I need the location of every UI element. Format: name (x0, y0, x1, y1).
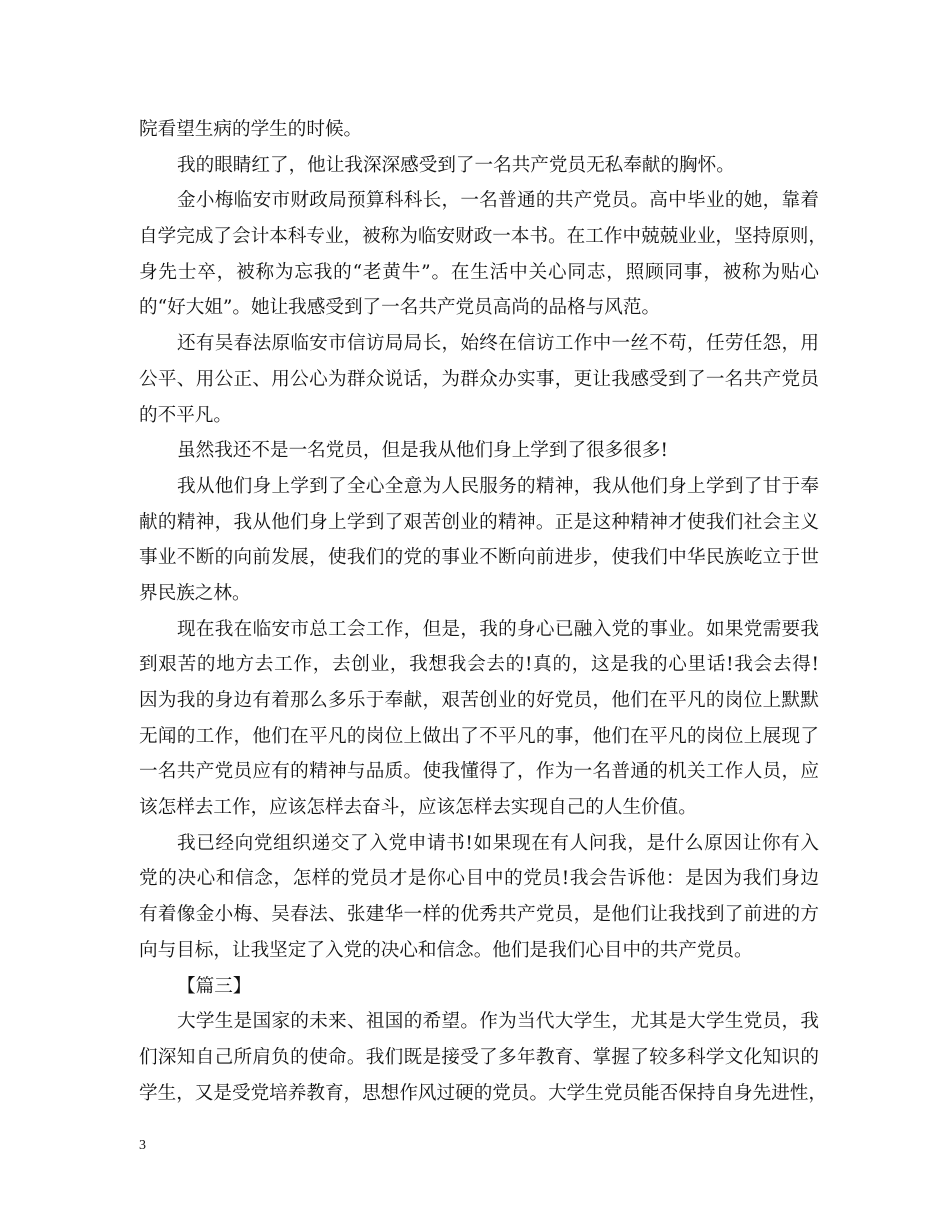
paragraph (139, 433, 819, 469)
paragraph-line: 我已经向党组织递交了入党申请书!如果现在有人问我，是什么原因让你有入 (177, 832, 819, 854)
paragraph-line: 身先士卒，被称为忘我的“老黄牛”。在生活中关心同志，照顾同事，被称为贴心 (139, 261, 819, 283)
paragraph-line: 我从他们身上学到了全心全意为人民服务的精神，我从他们身上学到了甘于奉 (177, 475, 819, 497)
paragraph-line: 的“好大姐”。她让我感受到了一名共产党员高尚的品格与风范。 (139, 297, 661, 319)
paragraph-line: 我的眼睛红了，他让我深深感受到了一名共产党员无私奉献的胸怀。 (177, 154, 735, 176)
paragraph-line: 献的精神，我从他们身上学到了艰苦创业的精神。正是这种精神才使我们社会主义 (139, 511, 819, 533)
paragraph-line: 公平、用公正、用公心为群众说话，为群众办实事，更让我感受到了一名共产党员 (139, 368, 819, 390)
paragraph-line: 到艰苦的地方去工作，去创业，我想我会去的!真的，这是我的心里话!我会去得! (139, 654, 819, 676)
paragraph (139, 326, 819, 433)
paragraph-line: 们深知自己所肩负的使命。我们既是接受了多年教育、掌握了较多科学文化知识的 (139, 1046, 819, 1068)
paragraph-line: 学生，又是受党培养教育，思想作风过硬的党员。大学生党员能否保持自身先进性， (139, 1082, 827, 1104)
paragraph (139, 612, 819, 826)
paragraph (139, 148, 819, 184)
page-number: 3 (139, 1138, 146, 1153)
paragraph-line: 金小梅临安市财政局预算科科长，一名普通的共产党员。高中毕业的她，靠着 (177, 190, 819, 212)
paragraph-line: 因为我的身边有着那么多乐于奉献，艰苦创业的好党员，他们在平凡的岗位上默默 (139, 690, 819, 711)
paragraph (139, 826, 819, 969)
paragraph-line: 【篇三】 (177, 975, 252, 997)
paragraph-line: 大学生是国家的未来、祖国的希望。作为当代大学生，尤其是大学生党员，我 (177, 1011, 819, 1033)
paragraph-line: 院看望生病的学生的时候。 (139, 119, 363, 140)
paragraph-line: 界民族之林。 (139, 582, 251, 604)
paragraph-line: 一名共产党员应有的精神与品质。使我懂得了，作为一名普通的机关工作人员，应 (139, 761, 819, 783)
paragraph (139, 969, 819, 1005)
paragraph-line: 现在我在临安市总工会工作，但是，我的身心已融入党的事业。如果党需要我 (177, 618, 819, 640)
paragraph-line: 该怎样去工作，应该怎样去奋斗，应该怎样去实现自己的人生价值。 (139, 797, 697, 819)
paragraph-line: 虽然我还不是一名党员，但是我从他们身上学到了很多很多! (177, 440, 668, 462)
paragraph-line: 还有吴春法原临安市信访局局长，始终在信访工作中一丝不苟，任劳任怨，用 (177, 333, 819, 355)
paragraph-line: 有着像金小梅、吴春法、张建华一样的优秀共产党员，是他们让我找到了前进的方 (139, 904, 819, 926)
paragraph (139, 469, 819, 612)
paragraph (139, 183, 827, 326)
paragraph-line: 的不平凡。 (139, 404, 232, 426)
paragraph-line: 自学完成了会计本科专业，被称为临安财政一本书。在工作中兢兢业业，坚持原则， (139, 226, 827, 248)
paragraph (139, 112, 819, 148)
paragraph-line: 向与目标，让我坚定了入党的决心和信念。他们是我们心目中的共产党员。 (139, 939, 753, 961)
paragraph-line: 党的决心和信念，怎样的党员才是你心目中的党员!我会告诉他：是因为我们身边 (139, 868, 819, 890)
paragraph-line: 无闻的工作，他们在平凡的岗位上做出了不平凡的事，他们在平凡的岗位上展现了 (139, 725, 819, 747)
document-body (139, 112, 827, 1111)
paragraph-line: 事业不断的向前发展，使我们的党的事业不断向前进步，使我们中华民族屹立于世 (139, 547, 819, 569)
paragraph (139, 1004, 827, 1111)
